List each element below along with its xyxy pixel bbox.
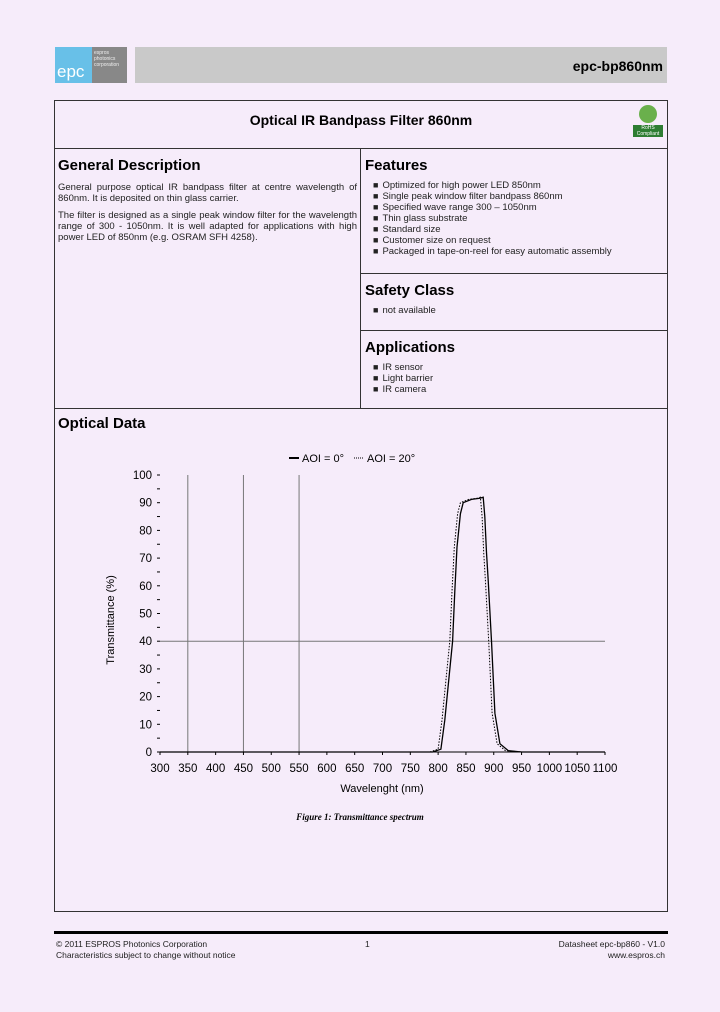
series-line-1 bbox=[160, 497, 605, 752]
page-number: 1 bbox=[365, 939, 370, 949]
application-item: ■ Light barrier bbox=[373, 373, 663, 384]
part-number: epc-bp860nm bbox=[572, 58, 663, 74]
y-tick-label: 40 bbox=[139, 636, 152, 649]
notice: Characteristics subject to change without notice bbox=[56, 950, 236, 960]
x-axis-label: Wavelenght (nm) bbox=[340, 783, 424, 795]
application-item: ■ IR sensor bbox=[373, 362, 663, 373]
y-tick-label: 70 bbox=[139, 553, 152, 566]
x-tick-label: 1050 bbox=[564, 763, 590, 775]
website-link[interactable]: www.espros.ch bbox=[607, 950, 665, 960]
x-tick-label: 450 bbox=[233, 763, 254, 775]
footer-left bbox=[56, 939, 236, 961]
x-tick-label: 400 bbox=[206, 763, 226, 775]
feature-item: ■ Single peak window filter bandpass 860nm bbox=[373, 191, 663, 202]
legend-label-1: AOI = 20° bbox=[367, 453, 416, 465]
features-heading: Features bbox=[365, 157, 428, 174]
x-tick-label: 350 bbox=[178, 763, 198, 775]
legend-label-0: AOI = 0° bbox=[302, 453, 345, 465]
document-version: Datasheet epc-bp860 - V1.0 bbox=[558, 939, 665, 949]
footer-rule bbox=[54, 931, 668, 934]
x-tick-label: 800 bbox=[428, 763, 448, 775]
x-tick-label: 750 bbox=[400, 763, 420, 775]
x-tick-label: 900 bbox=[484, 763, 504, 775]
x-tick-label: 300 bbox=[150, 763, 170, 775]
feature-item: ■ Packaged in tape-on-reel for easy automatic assembly bbox=[373, 246, 663, 257]
y-tick-label: 10 bbox=[139, 719, 152, 732]
x-tick-label: 500 bbox=[261, 763, 281, 775]
x-tick-label: 550 bbox=[289, 763, 309, 775]
feature-item: ■ Optimized for high power LED 850nm bbox=[373, 180, 663, 191]
x-tick-label: 650 bbox=[345, 763, 365, 775]
series-line-0 bbox=[160, 497, 605, 752]
description-paragraph: General purpose optical IR bandpass filter at centre wavelength of 860nm. It is deposited on thin glass carrier. bbox=[58, 182, 357, 204]
y-tick-label: 80 bbox=[139, 525, 152, 538]
y-tick-label: 60 bbox=[139, 580, 152, 593]
logo-brand: epc bbox=[55, 47, 92, 83]
logo-tagline: espros photonics corporation bbox=[92, 47, 127, 83]
page-title: Optical IR Bandpass Filter 860nm bbox=[249, 112, 473, 128]
feature-item: ■ Specified wave range 300 – 1050nm bbox=[373, 202, 663, 213]
feature-item: ■ Standard size bbox=[373, 224, 663, 235]
applications-heading: Applications bbox=[365, 339, 456, 356]
description-paragraph: The filter is designed as a single peak window filter for the wavelength range of 300 - 1050nm. It is well adapted for applications with high power LED of 850nm (e.g. OSRAM SFH 4258). bbox=[58, 210, 357, 243]
x-tick-label: 1000 bbox=[536, 763, 563, 775]
feature-item: ■ Thin glass substrate bbox=[373, 213, 663, 224]
y-tick-label: 50 bbox=[139, 608, 152, 621]
copyright: © 2011 ESPROS Photonics Corporation bbox=[56, 939, 208, 949]
safety-item: ■ not available bbox=[373, 305, 663, 316]
y-tick-label: 90 bbox=[139, 497, 152, 510]
y-axis-label: Transmittance (%) bbox=[105, 575, 117, 665]
safety-heading: Safety Class bbox=[365, 282, 455, 299]
x-tick-label: 1100 bbox=[592, 763, 618, 775]
y-tick-label: 100 bbox=[132, 470, 152, 482]
x-tick-label: 700 bbox=[372, 763, 393, 775]
x-tick-label: 950 bbox=[511, 763, 532, 775]
y-tick-label: 30 bbox=[139, 663, 152, 676]
feature-item: ■ Customer size on request bbox=[373, 235, 663, 246]
y-tick-label: 20 bbox=[139, 691, 152, 704]
rohs-badge-icon: RoHS Compliant bbox=[633, 105, 663, 141]
general-heading: General Description bbox=[58, 157, 201, 174]
footer-right bbox=[559, 939, 665, 961]
y-tick-label: 0 bbox=[145, 747, 152, 759]
application-item: ■ IR camera bbox=[373, 384, 663, 395]
x-tick-label: 600 bbox=[317, 763, 337, 775]
optical-heading: Optical Data bbox=[58, 415, 146, 432]
x-tick-label: 850 bbox=[456, 763, 476, 775]
figure-caption: Figure 1: Transmittance spectrum bbox=[296, 812, 424, 822]
